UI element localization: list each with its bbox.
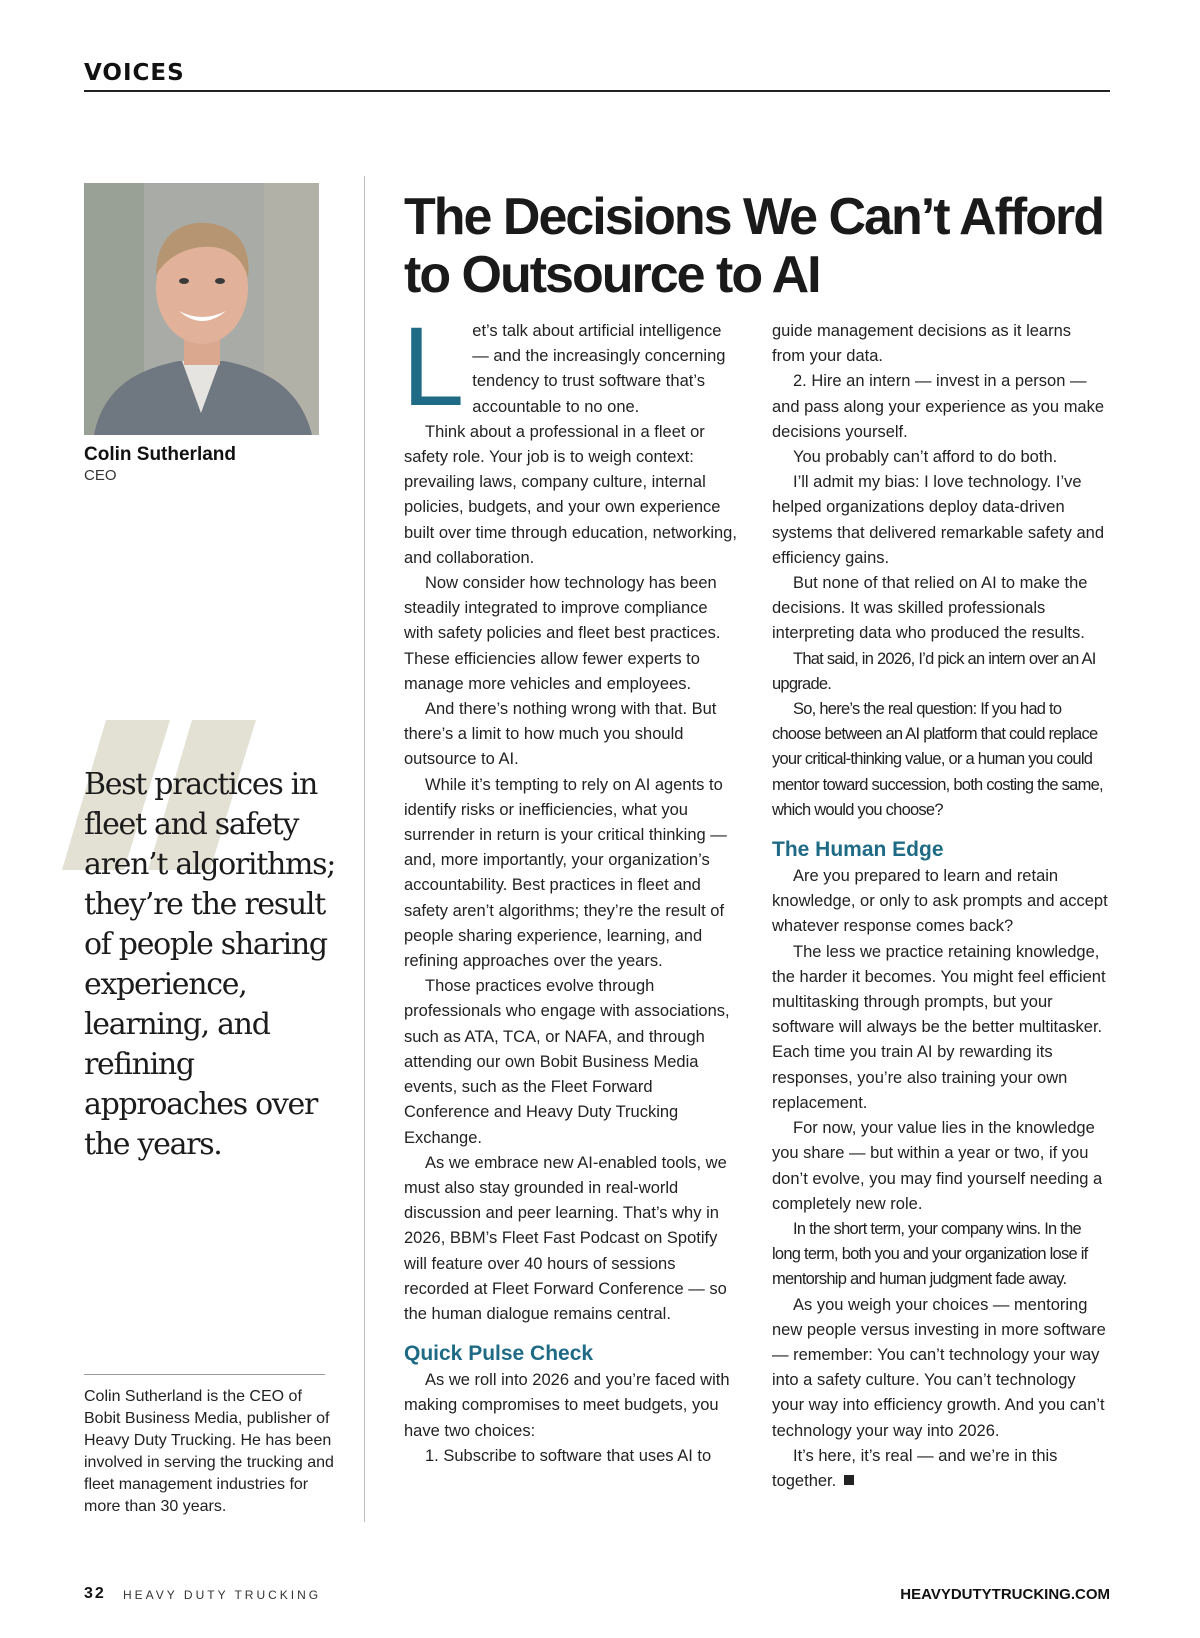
body-paragraph: The less we practice retaining knowledge, the harder it becomes. You might feel efficient multitasking through prompts, but your software will always be the better multitasker. Each time you train AI by rewarding its responses, you’re also training your own replacement. [772, 942, 1106, 1112]
headline-line-1: The Decisions We Can’t Afford [404, 188, 1103, 246]
body-paragraph: That said, in 2026, I’d pick an intern over an AI upgrade. [772, 649, 1096, 693]
subhead-quick-pulse-check: Quick Pulse Check [404, 1342, 594, 1366]
body-paragraph: Those practices evolve through professionals who engage with associations, such as ATA, TCA, or NAFA, and through attending our own Bobit Business Media events, such as the Fleet Forward Conference and Heavy Duty Trucking Exchange. [404, 977, 730, 1147]
page-number: 32 [84, 1585, 106, 1602]
header-rule [84, 90, 1110, 92]
end-mark-icon [844, 1475, 854, 1485]
pull-quote: Best practices in fleet and safety aren’t algorithms; they’re the result of people sharing experience, learning, and refining approaches over the years. [84, 767, 336, 1162]
closing-text: It’s here, it’s real — and we’re in this together. [772, 1446, 1058, 1490]
lead-text: et’s talk about artificial intelligence — and the increasingly concerning tendency to trust software that’s accountable to no one. [472, 322, 726, 416]
subhead-the-human-edge: The Human Edge [772, 838, 944, 862]
author-name: Colin Sutherland [84, 444, 236, 465]
body-paragraph: But none of that relied on AI to make the decisions. It was skilled professionals interpreting data who produced the results. [772, 574, 1088, 643]
website-url: HEAVYDUTYTRUCKING.COM [900, 1586, 1110, 1603]
author-photo [84, 183, 319, 435]
article-column-right [772, 319, 1108, 1494]
list-item-1-continued: guide management decisions as it learns from your data. [772, 322, 1072, 366]
body-paragraph: Now consider how technology has been steadily integrated to improve compliance with safety policies and fleet best practices. These efficiencies allow fewer experts to manage more vehicles and employees. [404, 574, 721, 693]
author-role: CEO [84, 467, 117, 484]
article-column-left [402, 304, 740, 1469]
author-bio: Colin Sutherland is the CEO of Bobit Business Media, publisher of Heavy Duty Trucking. He has been involved in serving the trucking and fleet management industries for more than 30 years. [84, 1388, 334, 1515]
body-paragraph: And there’s nothing wrong with that. But there’s a limit to how much you should outsource to AI. [404, 700, 717, 769]
bio-rule [84, 1374, 325, 1375]
column-divider [364, 176, 365, 1522]
body-paragraph: As we roll into 2026 and you’re faced with making compromises to meet budgets, you have two choices: [404, 1371, 730, 1440]
section-label: VOICES [84, 60, 185, 86]
body-paragraph: As you weigh your choices — mentoring new people versus investing in more software — remember: You can’t technology your way into a safety culture. You can’t technology your way into efficiency growth. And you can’t technology your way into 2026. [772, 1295, 1106, 1440]
drop-cap: L [402, 304, 465, 429]
body-paragraph: As we embrace new AI-enabled tools, we must also stay grounded in real-world discussion and peer learning. That’s why in 2026, BBM’s Fleet Fast Podcast on Spotify will feature over 40 hours of sessions recorded at Fleet Forward Conference — so the human dialogue remains central. [404, 1153, 727, 1323]
body-paragraph: Think about a professional in a fleet or safety role. Your job is to weigh context: prevailing laws, company culture, internal policies, budgets, and your own experience built over time through education, networking, and collaboration. [404, 422, 737, 567]
list-item-1: 1. Subscribe to software that uses AI to [425, 1446, 712, 1465]
body-paragraph: For now, your value lies in the knowledge you share — but within a year or two, if you don’t evolve, you may find yourself needing a completely new role. [772, 1119, 1103, 1213]
body-paragraph: You probably can’t afford to do both. [793, 448, 1058, 467]
body-paragraph: Are you prepared to learn and retain knowledge, or only to ask prompts and accept whatever response comes back? [772, 867, 1108, 936]
article-headline [404, 188, 1104, 304]
closing-paragraph [772, 1444, 1108, 1494]
lead-paragraph [402, 304, 740, 429]
body-paragraph: While it’s tempting to rely on AI agents to identify risks or inefficiencies, what you surrender in return is your critical thinking — and, more importantly, your organization’s accountability. Best practices in fleet and safety aren’t algorithms; they’re the result of people sharing experience, learning, and refining approaches over the years. [404, 775, 727, 971]
body-paragraph: I’ll admit my bias: I love technology. I’ve helped organizations deploy data-driven systems that delivered remarkable safety and efficiency gains. [772, 473, 1104, 567]
headline-line-2: to Outsource to AI [404, 246, 820, 304]
list-item-2: 2. Hire an intern — invest in a person — and pass along your experience as you make decisions yourself. [772, 372, 1105, 441]
publication-name: HEAVY DUTY TRUCKING [123, 1588, 322, 1602]
body-paragraph: So, here’s the real question: If you had to choose between an AI platform that could replace your critical-thinking value, or a human you could mentor toward succession, both costing the same, which would you choose? [772, 700, 1103, 819]
body-paragraph: In the short term, your company wins. In the long term, both you and your organization lose if mentorship and human judgment fade away. [772, 1219, 1088, 1289]
